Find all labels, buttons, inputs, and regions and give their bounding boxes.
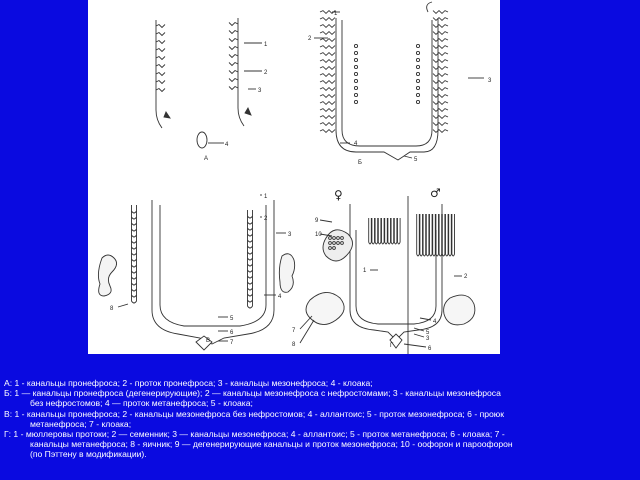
mesonephric-duct-inner <box>342 20 432 146</box>
nephrostome <box>416 44 419 47</box>
mesonephric-tubule <box>433 88 448 91</box>
panel-label-g: Г <box>390 343 394 349</box>
testis-tubule <box>446 214 449 256</box>
testis-tubule <box>430 214 433 256</box>
label-g-6: 6 <box>428 346 432 352</box>
label-v-8: 8 <box>110 306 114 312</box>
mesonephric-tubule <box>433 67 448 70</box>
label-a-3: 3 <box>258 88 262 94</box>
caption-panel-g-cont: канальцы метанефроса; 8 - яичник; 9 — дегенерирующие канальцы и проток мезонефроса; 10 - оофорон и пароофорон <box>30 439 513 450</box>
mesonephric-tubule <box>433 25 448 28</box>
label-g-8: 8 <box>292 342 296 348</box>
label-b-5: 5 <box>414 157 418 163</box>
mesonephric-tubule <box>320 46 335 49</box>
mesonephric-tubule <box>320 18 335 21</box>
mesonephric-tubule <box>433 53 448 56</box>
label-b-3: 3 <box>488 78 492 84</box>
caption-panel-g: Г: 1 - мюллеровы протоки; 2 — семенник; 3 — канальцы мезонефроса; 4 - аллантоис; 5 - проток метанефроса; 6 - клоака; 7 - <box>4 429 505 440</box>
ovary-cluster <box>323 230 353 261</box>
mesonephric-tubule <box>320 88 335 91</box>
epoophoron-tubule <box>394 218 397 244</box>
label-g-7: 7 <box>292 328 296 334</box>
testis-tubule <box>449 214 452 256</box>
mesonephric-tubule <box>433 39 448 42</box>
mesonephric-tubule <box>320 60 335 63</box>
label-g-10: 10 <box>315 232 322 238</box>
nephrostome <box>416 58 419 61</box>
testis-tubule <box>433 214 436 256</box>
nephrostome <box>354 72 357 75</box>
label-a-2: 2 <box>264 70 268 76</box>
mesonephric-tubule <box>320 116 335 119</box>
pronephric-duct <box>238 18 244 126</box>
kidney-development-diagram <box>88 0 500 354</box>
arrow-head <box>245 108 251 115</box>
label-g-4: 4 <box>433 319 437 325</box>
cloaca-outline <box>197 132 207 148</box>
caption-panel-a: А: 1 - канальцы пронефроса; 2 - проток пронефроса; 3 - канальцы мезонефроса; 4 - клоака; <box>4 378 373 388</box>
nephrostome <box>416 72 419 75</box>
mesonephric-tubule <box>433 60 448 63</box>
mesonephric-tubule <box>320 109 335 112</box>
pronephric-tubule <box>156 81 165 84</box>
label-v-3: 3 <box>288 232 292 238</box>
metanephros-right <box>279 254 294 293</box>
panel-label-v: В <box>206 338 211 344</box>
mesonephric-tubule <box>433 116 448 119</box>
pronephric-tubule <box>229 55 238 58</box>
epoophoron-tubule <box>391 218 394 244</box>
embryology-figure <box>88 0 500 354</box>
caption-panel-v-cont: метанефроса; 7 - клоака; <box>30 418 132 429</box>
caption-panel-b: Б: 1 — канальцы пронефроса (дегенерирующие); 2 — канальцы мезонефроса с нефростомами; 3 - канальцы мезонефроса <box>4 388 501 399</box>
label-v-4: 4 <box>278 294 282 300</box>
male-symbol: ♂ <box>430 186 441 200</box>
label-v-1: 1 <box>264 194 268 200</box>
mesonephric-tubule <box>433 130 448 133</box>
leader-line <box>404 344 426 347</box>
mesonephric-tubule <box>320 123 335 126</box>
testis-tubule <box>426 214 429 256</box>
nephrostome <box>354 51 357 54</box>
pronephric-tubule <box>156 73 165 76</box>
epoophoron-tubule <box>382 218 385 244</box>
nephrostome <box>416 86 419 89</box>
epoophoron-tubule <box>378 218 381 244</box>
pronephric-tubule <box>229 79 238 82</box>
figure-caption <box>4 378 636 460</box>
leader-line <box>118 304 128 307</box>
pronephric-tubule <box>156 49 165 52</box>
label-a-1: 1 <box>264 42 268 48</box>
testis-tubule <box>420 214 423 256</box>
pronephric-tubule <box>229 39 238 42</box>
epoophoron-tubule <box>398 218 401 244</box>
nephrostome <box>354 44 357 47</box>
label-b-1: 1 <box>334 11 338 17</box>
nephrostome <box>416 93 419 96</box>
pronephric-tubule <box>229 71 238 74</box>
epoophoron-tubule <box>369 218 372 244</box>
mesonephric-tubule <box>433 32 448 35</box>
testis-tubule <box>442 214 445 256</box>
nephrostome <box>416 100 419 103</box>
label-g-9: 9 <box>315 218 319 224</box>
mesonephric-tubule <box>433 46 448 49</box>
label-g-3: 3 <box>426 336 430 342</box>
pronephric-tubule <box>229 23 238 26</box>
mesonephric-tubule <box>433 18 448 21</box>
nephrostome <box>354 86 357 89</box>
label-g-1: 1 <box>363 268 367 274</box>
metanephros-female <box>306 292 344 324</box>
epoophoron-tubule <box>388 218 391 244</box>
mesonephric-tubule <box>433 109 448 112</box>
arrow-head <box>164 112 170 118</box>
mesonephric-tubule <box>320 102 335 105</box>
metanephros-male <box>444 295 475 325</box>
nephrostome <box>354 58 357 61</box>
diagram-drawing <box>98 2 484 354</box>
leader-line <box>414 334 424 337</box>
nephrostome <box>416 79 419 82</box>
caption-panel-v: В: 1 - канальцы пронефроса; 2 - канальцы мезонефроса без нефростомов; 4 - аллантоис; 5 - проток мезонефроса; 6 - проюк <box>4 408 505 419</box>
pronephric-tubule <box>156 33 165 36</box>
testis-tubule <box>436 214 439 256</box>
nephrostome <box>354 93 357 96</box>
label-v-2: 2 <box>264 216 268 222</box>
pronephric-tubule <box>229 31 238 34</box>
pronephric-tubule <box>156 65 165 68</box>
label-b-2: 2 <box>308 36 312 42</box>
mesonephric-tubule <box>433 74 448 77</box>
nephrostome <box>416 51 419 54</box>
label-b-4: 4 <box>354 141 358 147</box>
mesonephric-tubule <box>320 32 335 35</box>
mesonephric-loop <box>132 205 137 213</box>
epoophoron-tubule <box>372 218 375 244</box>
mesonephric-tubule <box>320 74 335 77</box>
caption-panel-g-cont2: (по Пэттену в модификации). <box>30 449 147 460</box>
mesonephric-tubule <box>320 130 335 133</box>
mesonephric-tubule <box>320 53 335 56</box>
mesonephric-tubule <box>320 81 335 84</box>
label-v-5: 5 <box>230 316 234 322</box>
pronephric-tubule <box>156 41 165 44</box>
panel-label-a: А <box>204 156 209 162</box>
mesonephric-tubule <box>433 102 448 105</box>
leader-line <box>404 156 412 158</box>
testis-tubule <box>439 214 442 256</box>
caption-panel-b-cont: без нефростомов; 4 — проток метанефроса; 5 - клоака; <box>30 398 253 409</box>
mesonephric-tubule <box>320 25 335 28</box>
panel-label-b: Б <box>358 160 362 166</box>
testis-tubule <box>423 214 426 256</box>
pronephric-tubule <box>229 87 238 90</box>
mesonephric-duct-outline <box>336 18 438 160</box>
nephrostome <box>354 100 357 103</box>
mesonephric-loop <box>248 210 253 218</box>
leader-line <box>300 320 314 343</box>
label-g-2: 2 <box>464 274 468 280</box>
mesonephric-tubule <box>433 11 448 14</box>
label-g-5: 5 <box>426 330 430 336</box>
epoophoron-tubule <box>375 218 378 244</box>
mesonephric-tubule <box>320 67 335 70</box>
label-v-6: 6 <box>230 330 234 336</box>
leader-line <box>320 220 332 222</box>
mesonephric-tubule <box>433 123 448 126</box>
pronephric-tubule <box>229 47 238 50</box>
epoophoron-tubule <box>385 218 388 244</box>
pronephric-tubule <box>229 63 238 66</box>
pronephric-tubule <box>156 57 165 60</box>
nephrostome <box>416 65 419 68</box>
testis-tubule <box>417 214 420 256</box>
nephrostome <box>354 79 357 82</box>
nephrostome <box>354 65 357 68</box>
mesonephric-duct-outline <box>152 200 274 344</box>
mesonephric-tubule <box>433 95 448 98</box>
metanephros-left <box>98 255 116 296</box>
label-v-7: 7 <box>230 340 234 346</box>
label-a-4: 4 <box>225 142 229 148</box>
mesonephric-tubule <box>433 81 448 84</box>
mesonephric-tubule <box>320 95 335 98</box>
pronephric-tubule <box>156 25 165 28</box>
female-symbol: ♀ <box>334 188 343 202</box>
degenerating-tubule <box>427 2 432 12</box>
testis-tubule <box>452 214 455 256</box>
pronephric-tubule <box>156 89 165 92</box>
mesonephric-tubule <box>320 39 335 42</box>
